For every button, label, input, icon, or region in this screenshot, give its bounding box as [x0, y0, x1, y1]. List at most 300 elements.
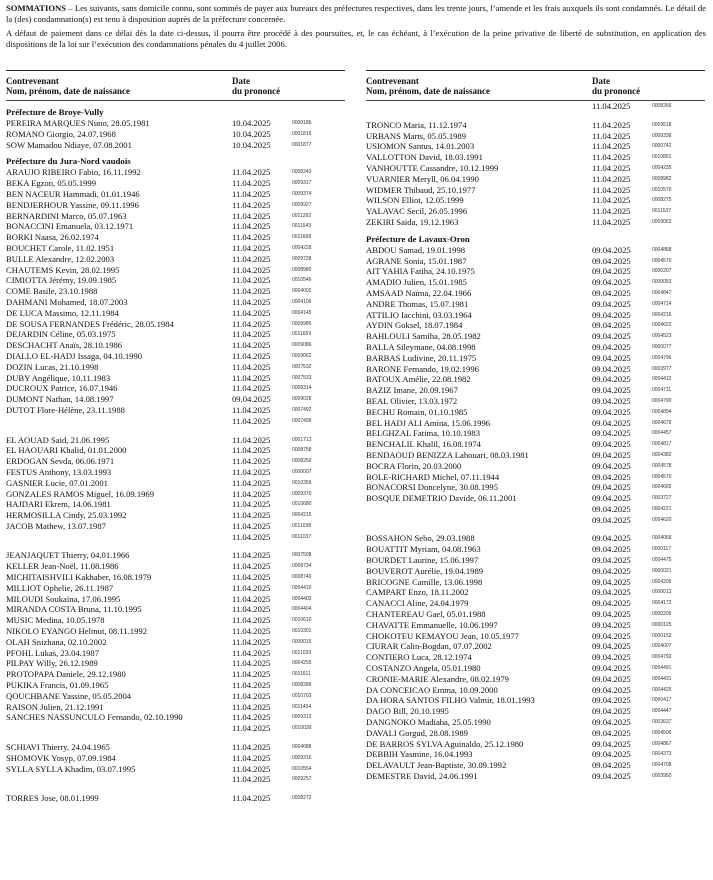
row-name: SOW Mamadou Ndiaye, 07.08.2001 [6, 139, 132, 150]
row-name: PFOHL Lukas, 23.04.1987 [6, 647, 100, 658]
row-code: 0004205 [652, 578, 672, 585]
row-code: 0011454 [292, 703, 312, 710]
table-row [6, 774, 345, 785]
row-code: 0007492 [292, 406, 312, 413]
row-code: 0004002 [292, 288, 312, 295]
row-date: 11.04.2025 [232, 723, 271, 734]
row-name: BOUCHET Carole, 11.02.1951 [6, 242, 115, 253]
table-row [6, 265, 345, 276]
row-date: 11.04.2025 [232, 372, 271, 383]
section-title: Préfecture de Lavaux-Oron [366, 233, 470, 244]
row-code: 0000007 [292, 468, 312, 475]
row-date: 11.04.2025 [232, 752, 271, 763]
table-row [6, 129, 345, 140]
row-code: 0011668 [292, 234, 312, 241]
row-date: 11.04.2025 [232, 742, 271, 753]
row-code: 0010891 [652, 154, 672, 161]
row-date: 09.04.2025 [592, 576, 631, 587]
row-name: BAHLOULI Samiha, 28.05.1982 [366, 331, 481, 342]
table-row [366, 728, 705, 739]
row-date: 11.04.2025 [592, 119, 631, 130]
row-code: 0000125 [652, 621, 672, 628]
row-name: DEMESTRE David, 24.06.1991 [366, 771, 478, 782]
table-row [366, 131, 705, 142]
row-name: BARBAS Ludivine, 20.11.1975 [366, 352, 477, 363]
row-code: 0004068 [652, 535, 672, 542]
row-name: BULLE Alexandre, 12.02.2003 [6, 253, 115, 264]
table-row [6, 680, 345, 691]
row-date: 11.04.2025 [592, 152, 631, 163]
header-contrevenant [366, 76, 490, 96]
table-row [366, 320, 705, 331]
row-name: VUARNIER Meryll, 06.04.1990 [366, 173, 479, 184]
row-name: CIMIOTTA Jérémy, 19.09.1985 [6, 275, 117, 286]
table-row [366, 620, 705, 631]
row-date: 09.04.2025 [592, 727, 631, 738]
row-date: 11.04.2025 [232, 456, 271, 467]
row-code: 0001713 [292, 436, 312, 443]
row-date: 09.04.2025 [592, 663, 631, 674]
table-row [6, 167, 345, 178]
row-date: 09.04.2025 [592, 385, 631, 396]
row-code: 0004007 [652, 643, 672, 650]
row-code: 0009927 [292, 201, 312, 208]
row-date: 11.04.2025 [232, 690, 271, 701]
table-row [6, 521, 345, 532]
top-rule [6, 70, 345, 71]
row-name: TRONCO Maria, 11.12.1974 [366, 119, 467, 130]
row-date: 09.04.2025 [592, 244, 631, 255]
row-code: 0004425 [652, 686, 672, 693]
header-rule [6, 100, 345, 101]
table-row [6, 753, 345, 764]
row-code: 0004172 [652, 600, 672, 607]
table-row [366, 418, 705, 429]
table-row [6, 394, 345, 405]
row-date: 11.04.2025 [232, 188, 271, 199]
row-code: 0000742 [652, 143, 672, 150]
row-date: 09.04.2025 [592, 298, 631, 309]
table-row [6, 604, 345, 615]
row-code: 0004790 [652, 397, 672, 404]
row-code: 0000207 [652, 268, 672, 275]
row-name: BELGHZAL Fatima, 10.10.1983 [366, 428, 481, 439]
table-row [6, 200, 345, 211]
row-code: 0008740 [292, 574, 312, 581]
table-row [6, 297, 345, 308]
row-code: 0004404 [292, 606, 312, 613]
row-code: 0011543 [292, 223, 312, 230]
row-date: 09.04.2025 [592, 652, 631, 663]
row-code: 0008734 [292, 563, 312, 570]
row-date: 11.04.2025 [232, 318, 271, 329]
table-row [366, 760, 705, 771]
table-row [6, 308, 345, 319]
table-row [366, 504, 705, 515]
row-code: 0004457 [652, 430, 672, 437]
row-name: CIURAR Calin-Bogdan, 07.07.2002 [366, 641, 492, 652]
row-date: 11.04.2025 [232, 510, 271, 521]
table-row [6, 742, 345, 753]
row-date: 09.04.2025 [592, 503, 631, 514]
row-date: 09.04.2025 [592, 395, 631, 406]
row-date: 09.04.2025 [592, 449, 631, 460]
entry-list [366, 245, 705, 782]
row-name: BORKI Naasa, 26.02.1974 [6, 232, 99, 243]
row-name: CHANTEREAU Gael, 05.01.1988 [366, 609, 486, 620]
table-row [6, 435, 345, 446]
row-code: 0009728 [292, 255, 312, 262]
row-date: 11.04.2025 [232, 669, 271, 680]
row-name: DELAVAULT Jean-Baptiste, 30.09.1992 [366, 760, 507, 771]
table-row [366, 310, 705, 321]
table-row [366, 195, 705, 206]
row-code: 0004106 [292, 298, 312, 305]
row-date: 11.04.2025 [592, 216, 631, 227]
row-code: 0009257 [292, 776, 312, 783]
row-code: 0008275 [652, 197, 672, 204]
row-name: BEN NACEUR Hammadi, 01.01.1946 [6, 188, 140, 199]
table-row [366, 374, 705, 385]
table-row [366, 342, 705, 353]
row-code: 0009370 [292, 490, 312, 497]
table-row [366, 515, 705, 526]
row-code: 0009338 [652, 132, 672, 139]
table-row [366, 555, 705, 566]
row-name: AMADIO Julien, 15.01.1985 [366, 277, 467, 288]
row-date: 09.04.2025 [592, 673, 631, 684]
row-date: 11.04.2025 [232, 178, 271, 189]
table-row [366, 609, 705, 620]
row-name: PUKIKA Francis, 01.09.1965 [6, 680, 109, 691]
row-code: 0004620 [652, 516, 672, 523]
row-code: 0004221 [652, 505, 672, 512]
section-title: Préfecture du Jura-Nord vaudois [6, 156, 131, 167]
row-name: BEAL Olivier, 13.03.1972 [366, 395, 458, 406]
row-code: 0010549 [292, 277, 312, 284]
row-code: 0004088 [292, 744, 312, 751]
table-row [366, 353, 705, 364]
row-name: FESTUS Anthony, 13.03.1993 [6, 466, 112, 477]
header-label: Nom, prénom, date de naissance [366, 86, 490, 96]
table-row [366, 428, 705, 439]
row-date: 11.04.2025 [592, 184, 631, 195]
row-date: 11.04.2025 [232, 593, 271, 604]
row-date: 09.04.2025 [592, 460, 631, 471]
row-date: 11.04.2025 [232, 550, 271, 561]
row-name: AIT YAHIA Fatiha, 24.10.1975 [366, 266, 475, 277]
header-date [592, 76, 640, 96]
row-name: BEL HADJ ALI Amina, 15.06.1996 [366, 417, 491, 428]
row-date: 09.04.2025 [592, 641, 631, 652]
row-code: 0010703 [292, 692, 312, 699]
table-row [366, 120, 705, 131]
row-date: 09.04.2025 [592, 609, 631, 620]
row-code: 0011537 [652, 208, 672, 215]
row-name: AGRANE Sonia, 15.01.1987 [366, 255, 467, 266]
table-row [6, 626, 345, 637]
row-code: 0004431 [652, 675, 672, 682]
table-row [366, 277, 705, 288]
entry-list [6, 118, 345, 150]
row-date: 09.04.2025 [592, 471, 631, 482]
row-date: 10.04.2025 [232, 128, 271, 139]
header-contrevenant [6, 76, 130, 96]
entry-list [6, 167, 345, 804]
row-date: 09.04.2025 [592, 544, 631, 555]
row-name: BOUVEROT Aurélie, 19.04.1989 [366, 565, 484, 576]
row-name: COSTANZO Angela, 05.01.1980 [366, 663, 481, 674]
row-code: 0004570 [652, 473, 672, 480]
row-name: SCHIAVI Thierry, 24.04.1965 [6, 742, 110, 753]
row-name: EL AOUAD Said, 21.06.1995 [6, 434, 110, 445]
row-code: 0009063 [652, 218, 672, 225]
row-code: 0004228 [292, 244, 312, 251]
row-name: HERMOSILLA Cindy, 25.03.1992 [6, 510, 127, 521]
row-code: 0000021 [652, 567, 672, 574]
row-code: 0011038 [292, 522, 312, 529]
row-date: 11.04.2025 [232, 520, 271, 531]
row-code: 0010680 [292, 501, 312, 508]
row-date: 09.04.2025 [592, 749, 631, 760]
table-row [6, 243, 345, 254]
intro-title: SOMMATIONS [6, 3, 67, 13]
row-date: 11.04.2025 [232, 361, 271, 372]
table-row [366, 266, 705, 277]
row-date: 09.04.2025 [592, 277, 631, 288]
row-code: 0010610 [292, 617, 312, 624]
row-name: DESCHACHT Anaïs, 28.10.1986 [6, 340, 123, 351]
row-code: 0009317 [292, 180, 312, 187]
row-name: EL HAOUARI Khalid, 01.01.2000 [6, 445, 127, 456]
intro-paragraph-1 [6, 3, 706, 25]
row-name: BOURDET Laurine, 15.06.1997 [366, 555, 479, 566]
row-code: 0004491 [652, 665, 672, 672]
row-code: 0007508 [292, 552, 312, 559]
table-row [366, 101, 705, 112]
row-code: 0011659 [292, 331, 312, 338]
table-row [6, 764, 345, 775]
row-name: DANGNOKO Madiaba, 25.05.1990 [366, 717, 491, 728]
row-date: 11.04.2025 [592, 173, 631, 184]
table-row [366, 566, 705, 577]
row-date: 09.04.2025 [592, 428, 631, 439]
row-date: 11.04.2025 [592, 206, 631, 217]
row-name: DIALLO EL-HADJ Issaga, 04.10.1990 [6, 350, 143, 361]
row-code: 0000205 [652, 611, 672, 618]
header-label: Nom, prénom, date de naissance [6, 86, 130, 96]
row-code: 0004868 [652, 246, 672, 253]
row-name: BENCHALIL Khalil, 16.08.1974 [366, 439, 481, 450]
row-code: 0010554 [292, 765, 312, 772]
row-date: 09.04.2025 [592, 352, 631, 363]
row-code: 0011292 [292, 212, 312, 219]
row-name: DUTOT Flore-Hélène, 23.11.1988 [6, 404, 125, 415]
row-name: DAVALI Gorgud, 28.08.1989 [366, 727, 468, 738]
table-row [366, 407, 705, 418]
row-name: BOUATTIT Myriam, 04.08.1963 [366, 544, 481, 555]
row-date: 11.04.2025 [232, 167, 271, 178]
row-code: 0008980 [292, 266, 312, 273]
row-name: QOUCHBANE Yassine, 05.05.2004 [6, 690, 132, 701]
table-row [6, 416, 345, 427]
table-row [6, 561, 345, 572]
row-date: 09.04.2025 [592, 598, 631, 609]
row-name: SANCHES NASSUNCULO Fernando, 02.10.1990 [6, 712, 183, 723]
row-date: 09.04.2025 [592, 320, 631, 331]
row-name: DE BARROS SYLVA Aguinaldo, 25.12.1980 [366, 738, 524, 749]
header-label: du prononcé [592, 86, 641, 96]
table-row [366, 493, 705, 504]
row-name: GONZALES RAMOS Miguel, 16.09.1969 [6, 488, 155, 499]
table-row [6, 712, 345, 723]
row-name: DE LUCA Massimo, 12.11.1984 [6, 307, 119, 318]
row-name: DUCROUX Patrice, 16.07.1946 [6, 383, 118, 394]
row-code: 0004475 [652, 557, 672, 564]
row-date: 11.04.2025 [232, 701, 271, 712]
row-name: ZEKIRI Saida, 19.12.1963 [366, 216, 459, 227]
table-row [6, 232, 345, 243]
row-date: 09.04.2025 [592, 482, 631, 493]
table-row [6, 615, 345, 626]
row-date: 11.04.2025 [232, 488, 271, 499]
row-name: DEJARDIN Céline, 05.03.1975 [6, 329, 116, 340]
entry-list [366, 101, 705, 228]
row-name: DUBY Angélique, 10.11.1983 [6, 372, 111, 383]
row-code: 0004679 [652, 419, 672, 426]
row-date: 11.04.2025 [232, 264, 271, 275]
row-name: JACOB Mathew, 13.07.1987 [6, 520, 106, 531]
row-date: 09.04.2025 [592, 439, 631, 450]
table-row [6, 669, 345, 680]
table-row [366, 461, 705, 472]
row-name: VALLOTTON David, 18.03.1991 [366, 152, 483, 163]
table-row [366, 717, 705, 728]
row-code: 0009086 [292, 342, 312, 349]
header-date [232, 76, 280, 96]
table-row [6, 405, 345, 416]
table-row [366, 206, 705, 217]
row-date: 11.04.2025 [232, 350, 271, 361]
row-date: 11.04.2025 [232, 383, 271, 394]
row-code: 0000053 [652, 279, 672, 286]
table-row [6, 383, 345, 394]
row-name: BENDAOUD BENIZZA Lahouari, 08.03.1981 [366, 449, 529, 460]
entry-gap [6, 427, 345, 435]
row-date: 11.04.2025 [232, 499, 271, 510]
row-name: AMSAAD Naïma, 22.04.1966 [366, 287, 472, 298]
header-label: du prononcé [232, 86, 281, 96]
row-date: 09.04.2025 [592, 684, 631, 695]
row-name: WIDMER Thibaud, 25.10.1977 [366, 184, 476, 195]
row-date: 09.04.2025 [592, 374, 631, 385]
row-code: 0004711 [652, 387, 672, 394]
row-code: 0008314 [292, 385, 312, 392]
row-code: 0003727 [652, 495, 672, 502]
entry-gap [366, 112, 705, 120]
table-row [6, 702, 345, 713]
table-row [366, 674, 705, 685]
left-column [6, 70, 345, 804]
row-date: 09.04.2025 [592, 771, 631, 782]
row-date: 09.04.2025 [592, 406, 631, 417]
row-date: 11.04.2025 [232, 582, 271, 593]
row-code: 0011611 [292, 671, 311, 678]
row-name: BONACORSI Doncelyne, 30.08.1995 [366, 482, 499, 493]
row-code: 0008266 [652, 103, 672, 109]
row-name: DA HORA SANTOS FILHO Valmir, 18.01.1993 [366, 695, 535, 706]
row-name: USIOMON Santus, 14.01.2003 [366, 141, 475, 152]
table-row [366, 385, 705, 396]
row-code: 0009028 [292, 396, 312, 403]
table-row [6, 118, 345, 129]
row-name: DA CONCEICAO Emma, 10.09.2000 [366, 684, 498, 695]
row-name: PEREIRA MARQUES Nuno, 28.05.1981 [6, 118, 150, 128]
row-date: 11.04.2025 [232, 329, 271, 340]
row-code: 0007533 [292, 374, 312, 381]
row-name: HAJDARI Ekrem, 14.06.1981 [6, 499, 111, 510]
table-row [366, 544, 705, 555]
row-name: DOZIN Lucas, 21.10.1998 [6, 361, 99, 372]
row-name: OLAH Snizhana, 02.10.2002 [6, 636, 107, 647]
row-code: 0000186 [292, 120, 312, 126]
row-code: 0004403 [292, 595, 312, 602]
table-row [366, 174, 705, 185]
row-date: 11.04.2025 [232, 626, 271, 637]
row-date: 09.04.2025 [592, 417, 631, 428]
row-name: DUMONT Nathan, 14.08.1997 [6, 394, 114, 405]
table-row [6, 275, 345, 286]
row-date: 11.04.2025 [592, 162, 631, 173]
table-row [366, 185, 705, 196]
row-code: 0000152 [652, 632, 672, 639]
row-code: 0003977 [652, 365, 672, 372]
row-code: 0004215 [292, 512, 312, 519]
row-date: 11.04.2025 [232, 286, 271, 297]
row-date: 11.04.2025 [232, 793, 271, 804]
row-date: 10.04.2025 [232, 139, 271, 150]
row-name: MUSIC Medina, 10.05.1978 [6, 615, 105, 626]
table-row [6, 221, 345, 232]
column-header [6, 72, 345, 100]
row-code: 0010579 [652, 186, 672, 193]
row-date: 09.04.2025 [592, 331, 631, 342]
row-name: MICHITAISHVILI Kakhaber, 16.08.1979 [6, 572, 152, 583]
row-code: 0004273 [652, 751, 672, 758]
row-name: TORRES Jose, 08.01.1999 [6, 793, 99, 804]
row-date: 09.04.2025 [592, 630, 631, 641]
row-name: URBANS Marts, 05.05.1989 [366, 130, 467, 141]
row-code: 0008272 [292, 795, 312, 802]
row-date: 11.04.2025 [592, 101, 631, 111]
row-code: 0004817 [652, 441, 672, 448]
row-name: MILOUDI Soukaina, 17.06.1995 [6, 593, 121, 604]
row-code: 0010039 [292, 725, 312, 732]
table-row [6, 478, 345, 489]
row-date: 09.04.2025 [592, 555, 631, 566]
row-code: 0004796 [652, 354, 672, 361]
row-name: WILSON Elliot, 12.05.1999 [366, 195, 464, 206]
table-row [6, 467, 345, 478]
row-name: MILLIOT Ophelie, 26.11.1987 [6, 582, 114, 593]
row-date: 11.04.2025 [232, 647, 271, 658]
row-name: YALAVAC Secil, 26.05.1996 [366, 206, 468, 217]
row-date: 09.04.2025 [592, 587, 631, 598]
row-date: 11.04.2025 [592, 141, 631, 152]
table-row [6, 373, 345, 384]
row-name: BOSSAHON Sebo, 29.03.1988 [366, 533, 475, 544]
table-row [366, 152, 705, 163]
